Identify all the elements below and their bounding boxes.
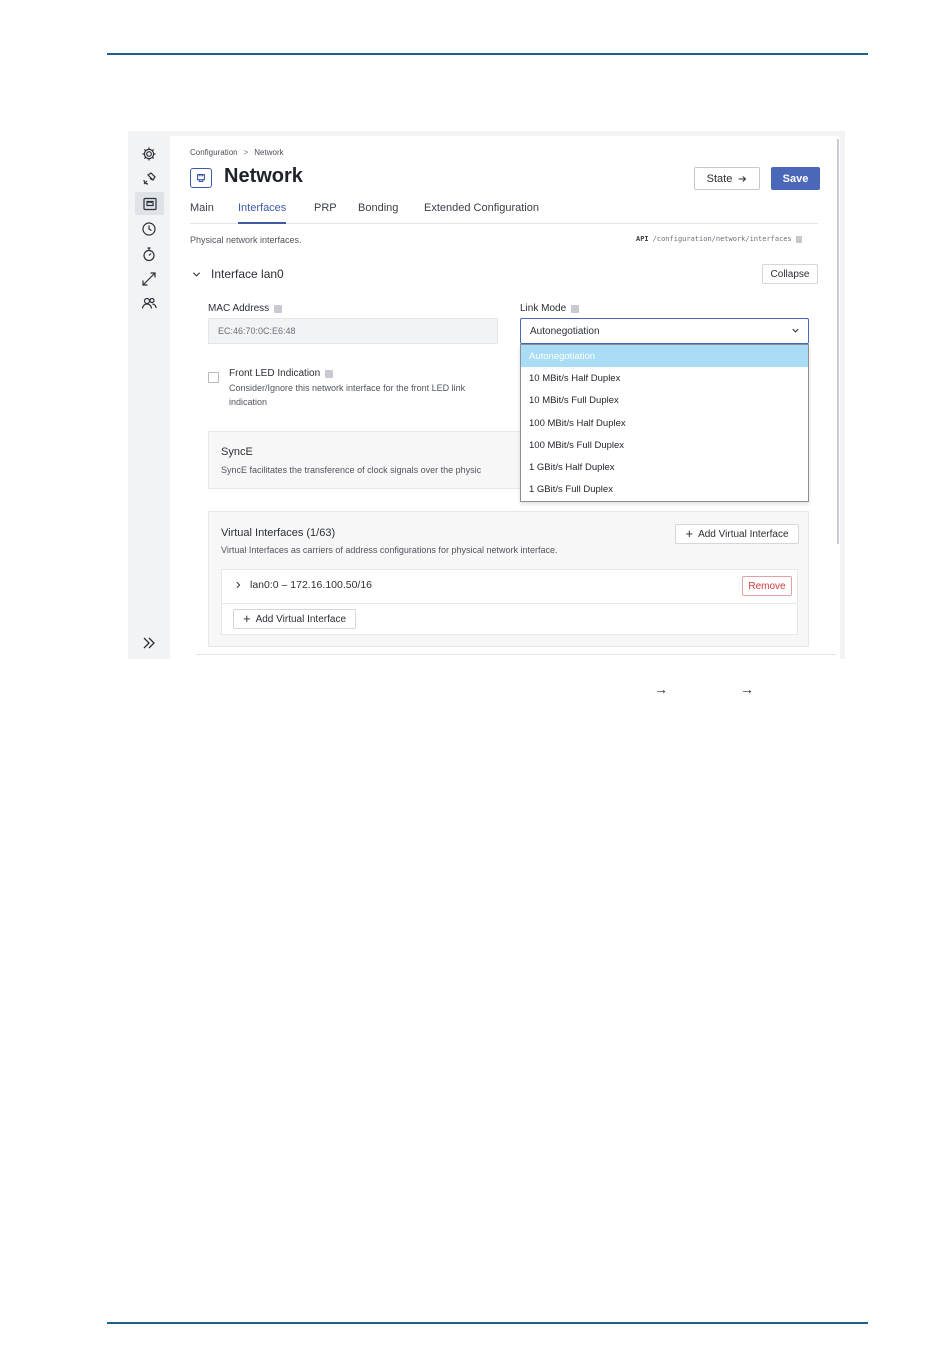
link-mode-label-text: Link Mode [520,303,567,314]
breadcrumb-network: Network [254,148,284,157]
add-virtual-interface-label: Add Virtual Interface [255,613,347,625]
caption-arrow: → [654,681,668,697]
synce-description: SyncE facilitates the transference of clock signals over the physic [221,465,482,475]
plus-icon: + [685,526,694,541]
clock-icon[interactable] [138,219,160,239]
front-led-description: Consider/Ignore this network interface for the front LED link indication [229,383,466,407]
link-mode-option[interactable]: Autonegotiation [521,345,808,367]
add-virtual-interface-label: Add Virtual Interface [698,528,789,540]
state-button[interactable] [694,167,760,190]
interface-section-header[interactable] [192,267,284,281]
virtual-interface-toggle[interactable] [234,579,372,591]
breadcrumb-separator: > [243,148,249,157]
double-chevron-right-icon[interactable] [138,633,160,653]
front-led-checkbox[interactable] [208,372,219,383]
tab-interfaces[interactable]: Interfaces [238,202,286,224]
main-panel [170,136,840,659]
api-label: API [636,235,649,243]
api-path: /configuration/network/interfaces [652,235,792,243]
synce-title: SyncE [221,446,253,458]
network-port-icon [190,168,212,188]
link-mode-dropdown [520,344,809,502]
users-icon[interactable] [138,293,160,313]
screenshot-frame [128,131,845,659]
page-description: Physical network interfaces. [190,235,302,245]
virtual-interface-label: lan0:0 – 172.16.100.50/16 [250,579,373,591]
mac-address-label [208,303,282,314]
network-port-icon[interactable] [135,192,164,215]
link-mode-option[interactable]: 10 MBit/s Full Duplex [529,395,619,407]
tab-main[interactable]: Main [190,202,214,214]
mac-address-field: EC:46:70:0C:E6:48 [208,318,498,344]
virtual-interfaces-card [208,511,809,647]
page-header-rule [107,53,868,55]
save-button[interactable]: Save [771,167,820,190]
add-virtual-interface-button[interactable] [675,524,799,544]
page-title: Network [224,165,303,187]
page-footer-rule [107,1322,868,1324]
link-mode-option[interactable]: 1 GBit/s Full Duplex [529,484,613,496]
divider [196,654,836,655]
remove-button[interactable]: Remove [742,576,792,596]
caption-arrow: → [740,681,754,697]
collapse-button[interactable]: Collapse [762,264,818,284]
chevron-down-icon [192,270,201,279]
state-button-label: State [706,172,733,185]
stopwatch-icon[interactable] [138,244,160,264]
add-virtual-interface-button[interactable] [233,609,356,629]
scrollbar[interactable] [837,139,839,544]
interface-title: Interface lan0 [211,267,284,281]
info-icon[interactable] [274,305,282,313]
virtual-interfaces-description: Virtual Interfaces as carriers of address configurations for physical network interface. [221,545,558,555]
tab-bar [190,202,818,224]
copy-icon[interactable] [796,236,802,243]
chevron-down-icon [791,326,800,335]
tab-extended-configuration[interactable]: Extended Configuration [424,202,539,214]
link-mode-select[interactable] [520,318,809,344]
link-mode-option[interactable]: 10 MBit/s Half Duplex [529,372,621,384]
info-icon[interactable] [571,305,579,313]
tab-prp[interactable]: PRP [314,202,337,214]
breadcrumb [190,148,284,157]
sidebar [128,131,170,659]
front-led-label-text: Front LED Indication [229,368,321,379]
virtual-interfaces-title: Virtual Interfaces (1/63) [221,527,336,539]
plus-icon: + [242,611,251,626]
link-mode-value: Autonegotiation [530,325,600,337]
info-icon[interactable] [325,370,333,378]
api-endpoint [636,235,802,243]
arrow-right-icon [737,174,747,184]
front-led-label [229,368,333,379]
breadcrumb-configuration[interactable]: Configuration [190,148,238,157]
mac-address-label-text: MAC Address [208,303,270,314]
link-mode-option[interactable]: 1 GBit/s Half Duplex [529,462,615,474]
gear-icon[interactable] [138,144,160,164]
virtual-interface-list [221,569,798,635]
link-mode-option[interactable]: 100 MBit/s Full Duplex [529,439,625,451]
tab-bonding[interactable]: Bonding [358,202,399,214]
link-mode-option[interactable]: 100 MBit/s Half Duplex [529,417,626,429]
link-mode-label [520,303,579,314]
satellite-icon[interactable] [138,169,160,189]
arrows-expand-icon[interactable] [138,269,160,289]
list-item [222,570,797,604]
chevron-right-icon [234,581,242,589]
